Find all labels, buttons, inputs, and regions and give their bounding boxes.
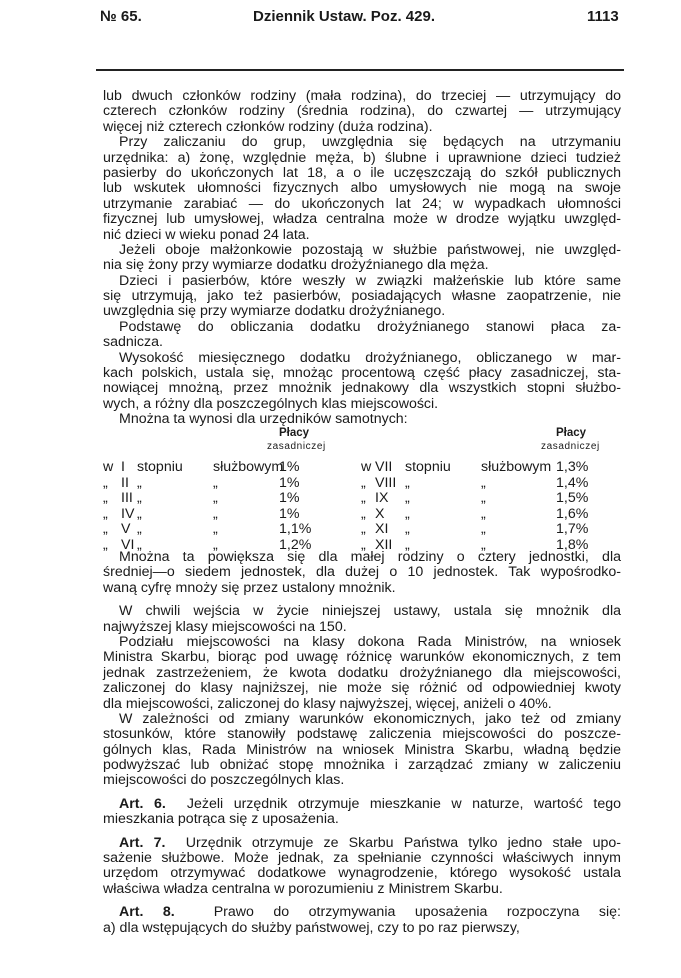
- table-cell-word1: „: [137, 490, 142, 506]
- line-text: najwyższej klasy miejscowości na 150.: [103, 618, 347, 635]
- table-cell-word1: „: [405, 474, 410, 491]
- line-text: waną cyfrę mnoży się przez ustalony mnożnik.: [103, 579, 396, 596]
- column-header-placy: Płacy: [279, 427, 310, 439]
- article-8: [103, 905, 621, 936]
- paragraph: [103, 712, 621, 789]
- table-cell-value: 1%: [279, 474, 300, 491]
- line-text: Podstawę do obliczania dodatku drożyźnianego stanowi płaca za-: [119, 318, 621, 335]
- line-text: Przy zaliczaniu do grup, uwzględnia się będących na utrzymaniu: [119, 134, 621, 151]
- journal-title: Dziennik Ustaw. Poz. 429.: [253, 8, 435, 25]
- text-block-lower: [103, 550, 621, 936]
- text-line: [103, 397, 621, 412]
- table-cell-word1: „: [405, 536, 410, 553]
- line-text: wych, a różny dla poszczególnych klas miejscowości.: [103, 395, 439, 412]
- text-line: [103, 166, 621, 181]
- table-cell-grade: VI: [121, 536, 135, 553]
- line-text: Mnożna ta powiększa się dla małej rodziny o cztery jednostki, dla: [119, 549, 621, 565]
- text-line: [103, 197, 621, 212]
- table-cell-prefix: „: [103, 521, 108, 537]
- line-text: Urzędnik otrzymuje ze Skarbu Państwa tylko jedno stałe upo-: [185, 834, 621, 851]
- text-line: [103, 289, 621, 304]
- line-text: uwzględnia się przy wymiarze dodatku drożyźnianego.: [103, 303, 446, 320]
- line-text: Mnożna ta wynosi dla urzędników samotnych:: [119, 411, 408, 428]
- line-text: nowiącej mnożną, przez mnożnik jednakowy dla wszystkich stopni służbo-: [103, 380, 621, 397]
- text-line: [103, 905, 621, 920]
- line-text: gólnych klas, Rada Ministrów na wniosek Ministra Skarbu, władną będzie: [103, 741, 621, 758]
- line-text: Jeżeli oboje małżonkowie pozostają w służbie państwowej, nie uwzględ-: [119, 241, 621, 258]
- text-line: [103, 727, 621, 742]
- line-text: a) dla wstępujących do służby państwowej, czy to po raz pierwszy,: [103, 919, 520, 936]
- text-line: [103, 258, 621, 273]
- text-line: [103, 882, 621, 897]
- paragraph: [103, 351, 621, 413]
- table-cell-prefix: „: [103, 536, 108, 553]
- table-cell-value: 1,7%: [556, 521, 589, 537]
- line-text: lub dwuch członków rodziny (mała rodzina), do trzeciej — utrzymujący do: [103, 88, 621, 104]
- column-header-placy: Płacy: [556, 427, 587, 439]
- text-line: [103, 797, 621, 812]
- line-text: mieszkania potrąca się z uposażenia.: [103, 811, 339, 828]
- text-line: [103, 743, 621, 758]
- line-text: zaliczonej do klasy najniższej, nie może się różnić od odpowiedniej kwoty: [103, 680, 621, 697]
- table-cell-prefix: w: [361, 459, 372, 475]
- article-6: [103, 797, 621, 828]
- text-line: [103, 921, 621, 936]
- text-line: [103, 135, 621, 150]
- line-text: Prawo do otrzymywania uposażenia rozpoczyna się:: [213, 904, 621, 921]
- table-cell-word2: służbowym: [213, 459, 284, 475]
- line-text: podwyższać lub obniżać stopę mnożnika i zarządzać zmiany w zaliczeniu: [103, 757, 621, 774]
- line-text: miejscowości do poszczególnych klas.: [103, 772, 345, 789]
- table-cell-word2: „: [481, 505, 486, 522]
- table-cell-value: 1,6%: [556, 505, 589, 522]
- table-cell-prefix: „: [103, 474, 108, 491]
- line-text: jednak zastrzeżeniem, że kwota dodatku drożyźnianego dla miejscowości,: [103, 664, 621, 681]
- table-cell-word1: „: [137, 521, 142, 537]
- table-cell-prefix: „: [361, 521, 366, 537]
- paragraph: [103, 89, 621, 135]
- table-cell-grade: VIII: [375, 474, 397, 491]
- line-text: Ministra Skarbu, biorąc pod uwagę różnicę warunków ekonomicznych, z tem: [103, 649, 621, 666]
- line-text: kach polskich, ustala się, mnożąc procentową część płacy zasadniczej, sta-: [103, 365, 621, 382]
- article-7: [103, 836, 621, 898]
- article-number: Art. 8.: [119, 904, 175, 921]
- line-text: lub wskutek ułomności fizycznych albo umysłowych nie mogą na swoje: [103, 180, 621, 197]
- table-cell-grade: V: [121, 521, 131, 537]
- line-text: urzędnika: a) żonę, względnie męża, b) ślubne i uprawnione dzieci tudzież: [103, 149, 621, 166]
- table-cell-grade: IX: [375, 490, 389, 506]
- table-cell-word1: „: [137, 505, 142, 522]
- table-cell-grade: VII: [375, 459, 393, 475]
- line-text: stosunków, które stanowiły podstawę zaliczenia miejscowości do poszcze-: [103, 726, 621, 743]
- table-cell-grade: XI: [375, 521, 389, 537]
- text-line: [103, 604, 621, 619]
- text-line: [103, 120, 621, 135]
- table-cell-word1: „: [405, 505, 410, 522]
- text-line: [103, 697, 621, 712]
- paragraph: [103, 550, 621, 596]
- text-line: [103, 274, 621, 289]
- line-text: średniej—o siedem jednostek, dla dużej o 10 jednostek. Tak wypośrodko-: [103, 564, 621, 581]
- table-cell-grade: XII: [375, 536, 393, 553]
- line-text: właściwa władza centralna w porozumieniu z Ministrem Skarbu.: [103, 880, 503, 897]
- text-line: [103, 666, 621, 681]
- line-text: urzędom otrzymywać dodatkowe wynagrodzenie, którego wysokość ustala: [103, 865, 621, 882]
- column-header-zasadniczej: zasadniczej: [541, 441, 600, 452]
- text-line: [103, 89, 621, 104]
- text-line: [103, 335, 621, 350]
- table-cell-word2: „: [213, 490, 218, 506]
- text-line: [103, 635, 621, 650]
- table-cell-value: 1,1%: [279, 521, 312, 537]
- text-line: [103, 866, 621, 881]
- article-number: Art. 7.: [119, 834, 166, 851]
- table-cell-value: 1%: [279, 459, 300, 475]
- text-line: [103, 304, 621, 319]
- text-line: [103, 151, 621, 166]
- text-line: [103, 228, 621, 243]
- text-line: [103, 581, 621, 596]
- table-cell-prefix: „: [361, 536, 366, 553]
- text-line: [103, 565, 621, 580]
- table-cell-value: 1,5%: [556, 490, 589, 506]
- table-cell-value: 1,2%: [279, 536, 312, 553]
- article-number: Art. 6.: [119, 795, 166, 812]
- line-text: dla miejscowości, zaliczonej do klasy najwyższej, więcej, aniżeli o 40%.: [103, 695, 552, 712]
- table-cell-value: 1%: [279, 490, 300, 506]
- line-text: Jeżeli urzędnik otrzymuje mieszkanie w naturze, wartość tego: [186, 795, 621, 812]
- table-cell-word2: „: [213, 536, 218, 553]
- paragraph: [103, 135, 621, 243]
- paragraph: [103, 274, 621, 320]
- table-cell-prefix: „: [361, 490, 366, 506]
- paragraph: [103, 320, 621, 351]
- table-cell-word2: „: [481, 490, 486, 506]
- line-text: Podziału miejscowości na klasy dokona Rada Ministrów, na wniosek: [119, 633, 621, 650]
- table-cell-word2: „: [481, 536, 486, 553]
- text-line: [103, 758, 621, 773]
- table-cell-value: 1%: [279, 505, 300, 522]
- line-text: więcej niż czterech członków rodziny (duża rodzina).: [103, 118, 433, 135]
- line-text: czterech członków rodziny (średnia rodzina), do czwartej — utrzymujący: [103, 103, 621, 120]
- table-cell-word1: „: [137, 474, 142, 491]
- table-cell-word2: „: [213, 521, 218, 537]
- text-line: [103, 812, 621, 827]
- text-line: [103, 773, 621, 788]
- line-text: Wysokość miesięcznego dodatku drożyźnianego, obliczanego w mar-: [119, 349, 621, 366]
- line-text: pasierby do ukończonych lat 18, a o ile uczęszczają do szkół publicznych: [103, 164, 621, 181]
- line-text: fizycznej lub umysłowej, władza centralna może w drodze wyjątku uwzględ-: [103, 211, 621, 228]
- table-cell-word1: „: [137, 536, 142, 553]
- text-line: [103, 181, 621, 196]
- table-cell-word1: stopniu: [405, 459, 451, 475]
- line-text: W chwili wejścia w życie niniejszej ustawy, ustala się mnożnik dla: [119, 603, 621, 620]
- text-line: [103, 366, 621, 381]
- table-cell-word1: „: [405, 490, 410, 506]
- paragraph: [103, 243, 621, 274]
- text-line: [103, 650, 621, 665]
- line-text: się utrzymują, jako też pasierbów, posiadających własne zaopatrzenie, nie: [103, 288, 621, 305]
- text-line: [103, 851, 621, 866]
- table-cell-prefix: „: [361, 474, 366, 491]
- line-text: utrzymanie zarabiać — do ukończonych lat 24; w wypadkach ułomności: [103, 195, 621, 212]
- text-line: [103, 320, 621, 335]
- paragraph: [103, 635, 621, 712]
- text-line: [103, 212, 621, 227]
- paragraph: [103, 604, 621, 635]
- table-cell-prefix: „: [361, 505, 366, 522]
- line-text: sażenie służbowe. Może jednak, za spełnianie czynności właściwych innym: [103, 850, 621, 867]
- column-header-zasadniczej: zasadniczej: [267, 441, 326, 452]
- text-block-upper: [103, 89, 621, 428]
- table-cell-word2: „: [213, 474, 218, 491]
- line-text: Dzieci i pasierbów, które weszły w związki małżeńskie lub które same: [119, 272, 621, 289]
- line-text: nić dzieci w wieku ponad 24 lata.: [103, 226, 310, 243]
- header-rule: [96, 69, 624, 71]
- table-cell-word2: służbowym: [481, 459, 552, 475]
- text-line: [103, 381, 621, 396]
- line-text: nia się żony przy wymiarze dodatku drożyźnianego dla męża.: [103, 257, 489, 274]
- table-cell-word1: stopniu: [137, 459, 183, 475]
- table-cell-grade: I: [121, 459, 125, 475]
- line-text: sadnicza.: [103, 334, 163, 351]
- text-line: [103, 836, 621, 851]
- table-cell-value: 1,3%: [556, 459, 589, 475]
- text-line: [103, 712, 621, 727]
- table-cell-word2: „: [481, 521, 486, 537]
- text-line: [103, 412, 621, 427]
- table-cell-grade: II: [121, 474, 129, 491]
- paragraph: [103, 412, 621, 427]
- table-cell-word2: „: [481, 474, 486, 491]
- table-cell-grade: IV: [121, 505, 135, 522]
- table-cell-value: 1,4%: [556, 474, 589, 491]
- text-line: [103, 620, 621, 635]
- table-cell-value: 1,8%: [556, 536, 589, 553]
- table-cell-grade: X: [375, 505, 385, 522]
- text-line: [103, 681, 621, 696]
- table-cell-word1: „: [405, 521, 410, 537]
- table-cell-word2: „: [213, 505, 218, 522]
- table-cell-grade: III: [121, 490, 133, 506]
- text-line: [103, 104, 621, 119]
- text-line: [103, 351, 621, 366]
- table-cell-prefix: w: [103, 459, 114, 475]
- line-text: W zależności od zmiany warunków ekonomicznych, jako też od zmiany: [119, 710, 621, 727]
- table-cell-prefix: „: [103, 490, 108, 506]
- page-number: 1113: [587, 8, 619, 25]
- text-line: [103, 550, 621, 565]
- issue-number: № 65.: [100, 8, 142, 25]
- text-line: [103, 243, 621, 258]
- table-cell-prefix: „: [103, 505, 108, 522]
